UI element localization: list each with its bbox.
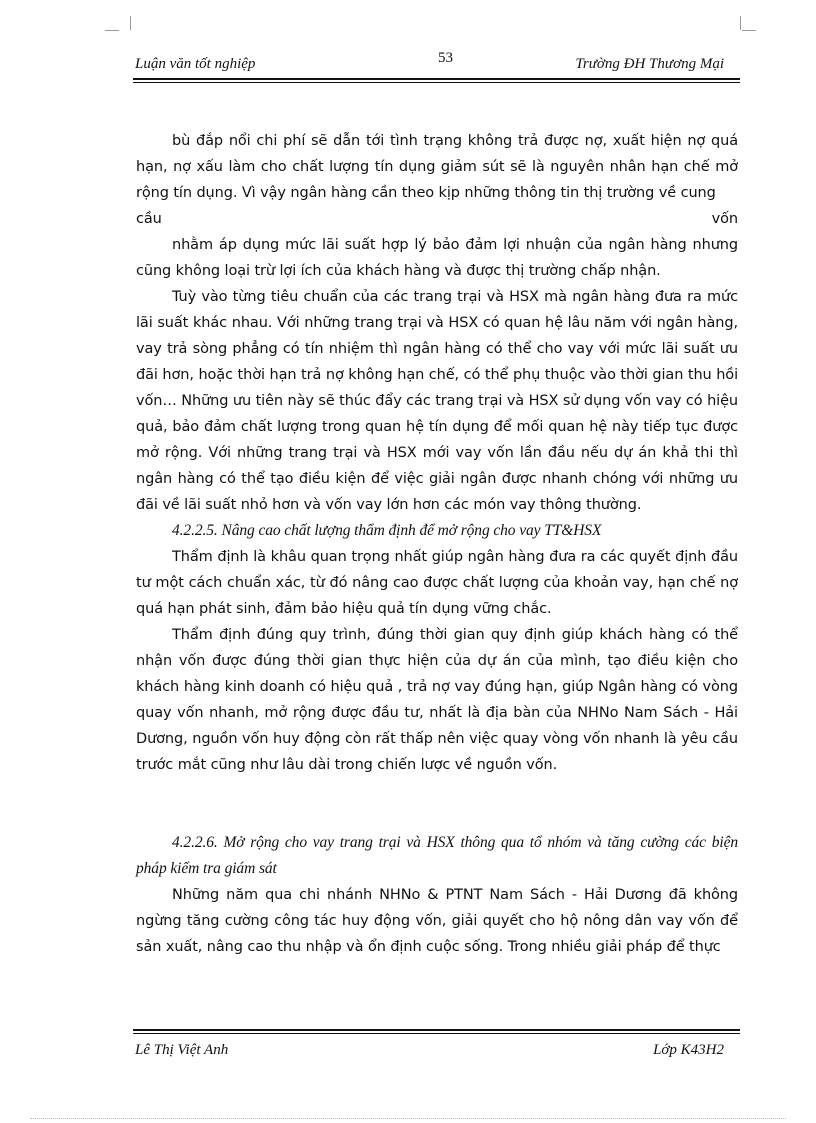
split-left-word: cầu <box>136 211 162 227</box>
footer-rule <box>133 1029 740 1031</box>
footer-rule-thin <box>133 1033 740 1034</box>
crop-mark-top-right <box>740 16 751 30</box>
crop-mark-top-left <box>120 16 131 30</box>
split-line <box>136 206 738 232</box>
split-right-word: vốn <box>711 211 738 227</box>
paragraph-1: bù đắp nổi chi phí sẽ dẫn tới tình trạng không trả được nợ, xuất hiện nợ quá hạn, nợ xấu làm cho chất lượng tín dụng giảm sút sẽ là nguyên nhân hạn chế mở rộng tín dụng. Vì vậy ngân hàng cần theo kịp những thông tin thị trường về cung <box>136 133 738 201</box>
header-rule <box>133 78 740 80</box>
paragraph-5: Thẩm định đúng quy trình, đúng thời gian quy định giúp khách hàng có thể nhận vốn được đúng thời gian thực hiện của dự án của mình, tạo điều kiện cho khách hàng kinh doanh có hiệu quả , trả nợ vay đúng hạn, giúp Ngân hàng có vòng quay vốn nhanh, mở rộng được đầu tư, nhất là địa bàn của NHNo Nam Sách - Hải Dương, nguồn vốn huy động còn rất thấp nên việc quay vòng vốn nhanh là yêu cầu trước mắt cũng như lâu dài trong chiến lược về nguồn vốn. <box>136 627 738 773</box>
crop-mark-top-left-h <box>105 30 119 31</box>
crop-mark-top-right-h <box>742 30 756 31</box>
section-heading-4-2-2-6: 4.2.2.6. Mở rộng cho vay trang trại và HSX thông qua tổ nhóm và tăng cường các biện pháp kiểm tra giám sát <box>136 834 738 877</box>
body-text <box>136 128 738 960</box>
blank-space <box>136 778 738 830</box>
paragraph-6: Những năm qua chi nhánh NHNo & PTNT Nam Sách - Hải Dương đã không ngừng tăng cường công tác huy động vốn, giải quyết cho hộ nông dân vay vốn để sản xuất, nâng cao thu nhập và ổn định cuộc sống. Trong nhiều giải pháp để thực <box>136 887 738 955</box>
page-edge-dotted-line <box>30 1118 786 1119</box>
page-number: 53 <box>438 50 453 66</box>
footer-class: Lớp K43H2 <box>653 1042 724 1058</box>
header-thesis-label: Luận văn tốt nghiệp <box>135 56 256 72</box>
section-heading-4-2-2-5: 4.2.2.5. Nâng cao chất lượng thẩm định để mở rộng cho vay TT&HSX <box>172 522 602 539</box>
footer-author: Lê Thị Việt Anh <box>135 1042 229 1058</box>
paragraph-3: Tuỳ vào từng tiêu chuẩn của các trang trại và HSX mà ngân hàng đưa ra mức lãi suất khác nhau. Với những trang trại và HSX có quan hệ lâu năm với ngân hàng, vay trả sòng phẳng có tín nhiệm thì ngân hàng có thể cho vay với mức lãi suất ưu đãi hơn, hoặc thời hạn trả nợ không hạn chế, có thể phụ thuộc vào thời gian thu hồi vốn… Những ưu tiên này sẽ thúc đẩy các trang trại và HSX sử dụng vốn vay có hiệu quả, bảo đảm chất lượng trong quan hệ tín dụng để mối quan hệ này tiếp tục được mở rộng. Với những trang trại và HSX mới vay vốn lần đầu nếu dự án khả thi thì ngân hàng có thể tạo điều kiện để việc giải ngân được nhanh chóng với những ưu đãi về lãi suất nhỏ hơn và vốn vay lớn hơn các món vay thông thường. <box>136 289 738 513</box>
paragraph-4: Thẩm định là khâu quan trọng nhất giúp ngân hàng đưa ra các quyết định đầu tư một cách chuẩn xác, từ đó nâng cao được chất lượng của khoản vay, hạn chế nợ quá hạn phát sinh, đảm bảo hiệu quả tín dụng vững chắc. <box>136 549 738 617</box>
header-rule-thin <box>133 82 740 83</box>
header-university: Trường ĐH Thương Mại <box>575 56 724 72</box>
paragraph-2: nhằm áp dụng mức lãi suất hợp lý bảo đảm lợi nhuận của ngân hàng nhưng cũng không loại trừ lợi ích của khách hàng và được thị trường chấp nhận. <box>136 237 738 279</box>
